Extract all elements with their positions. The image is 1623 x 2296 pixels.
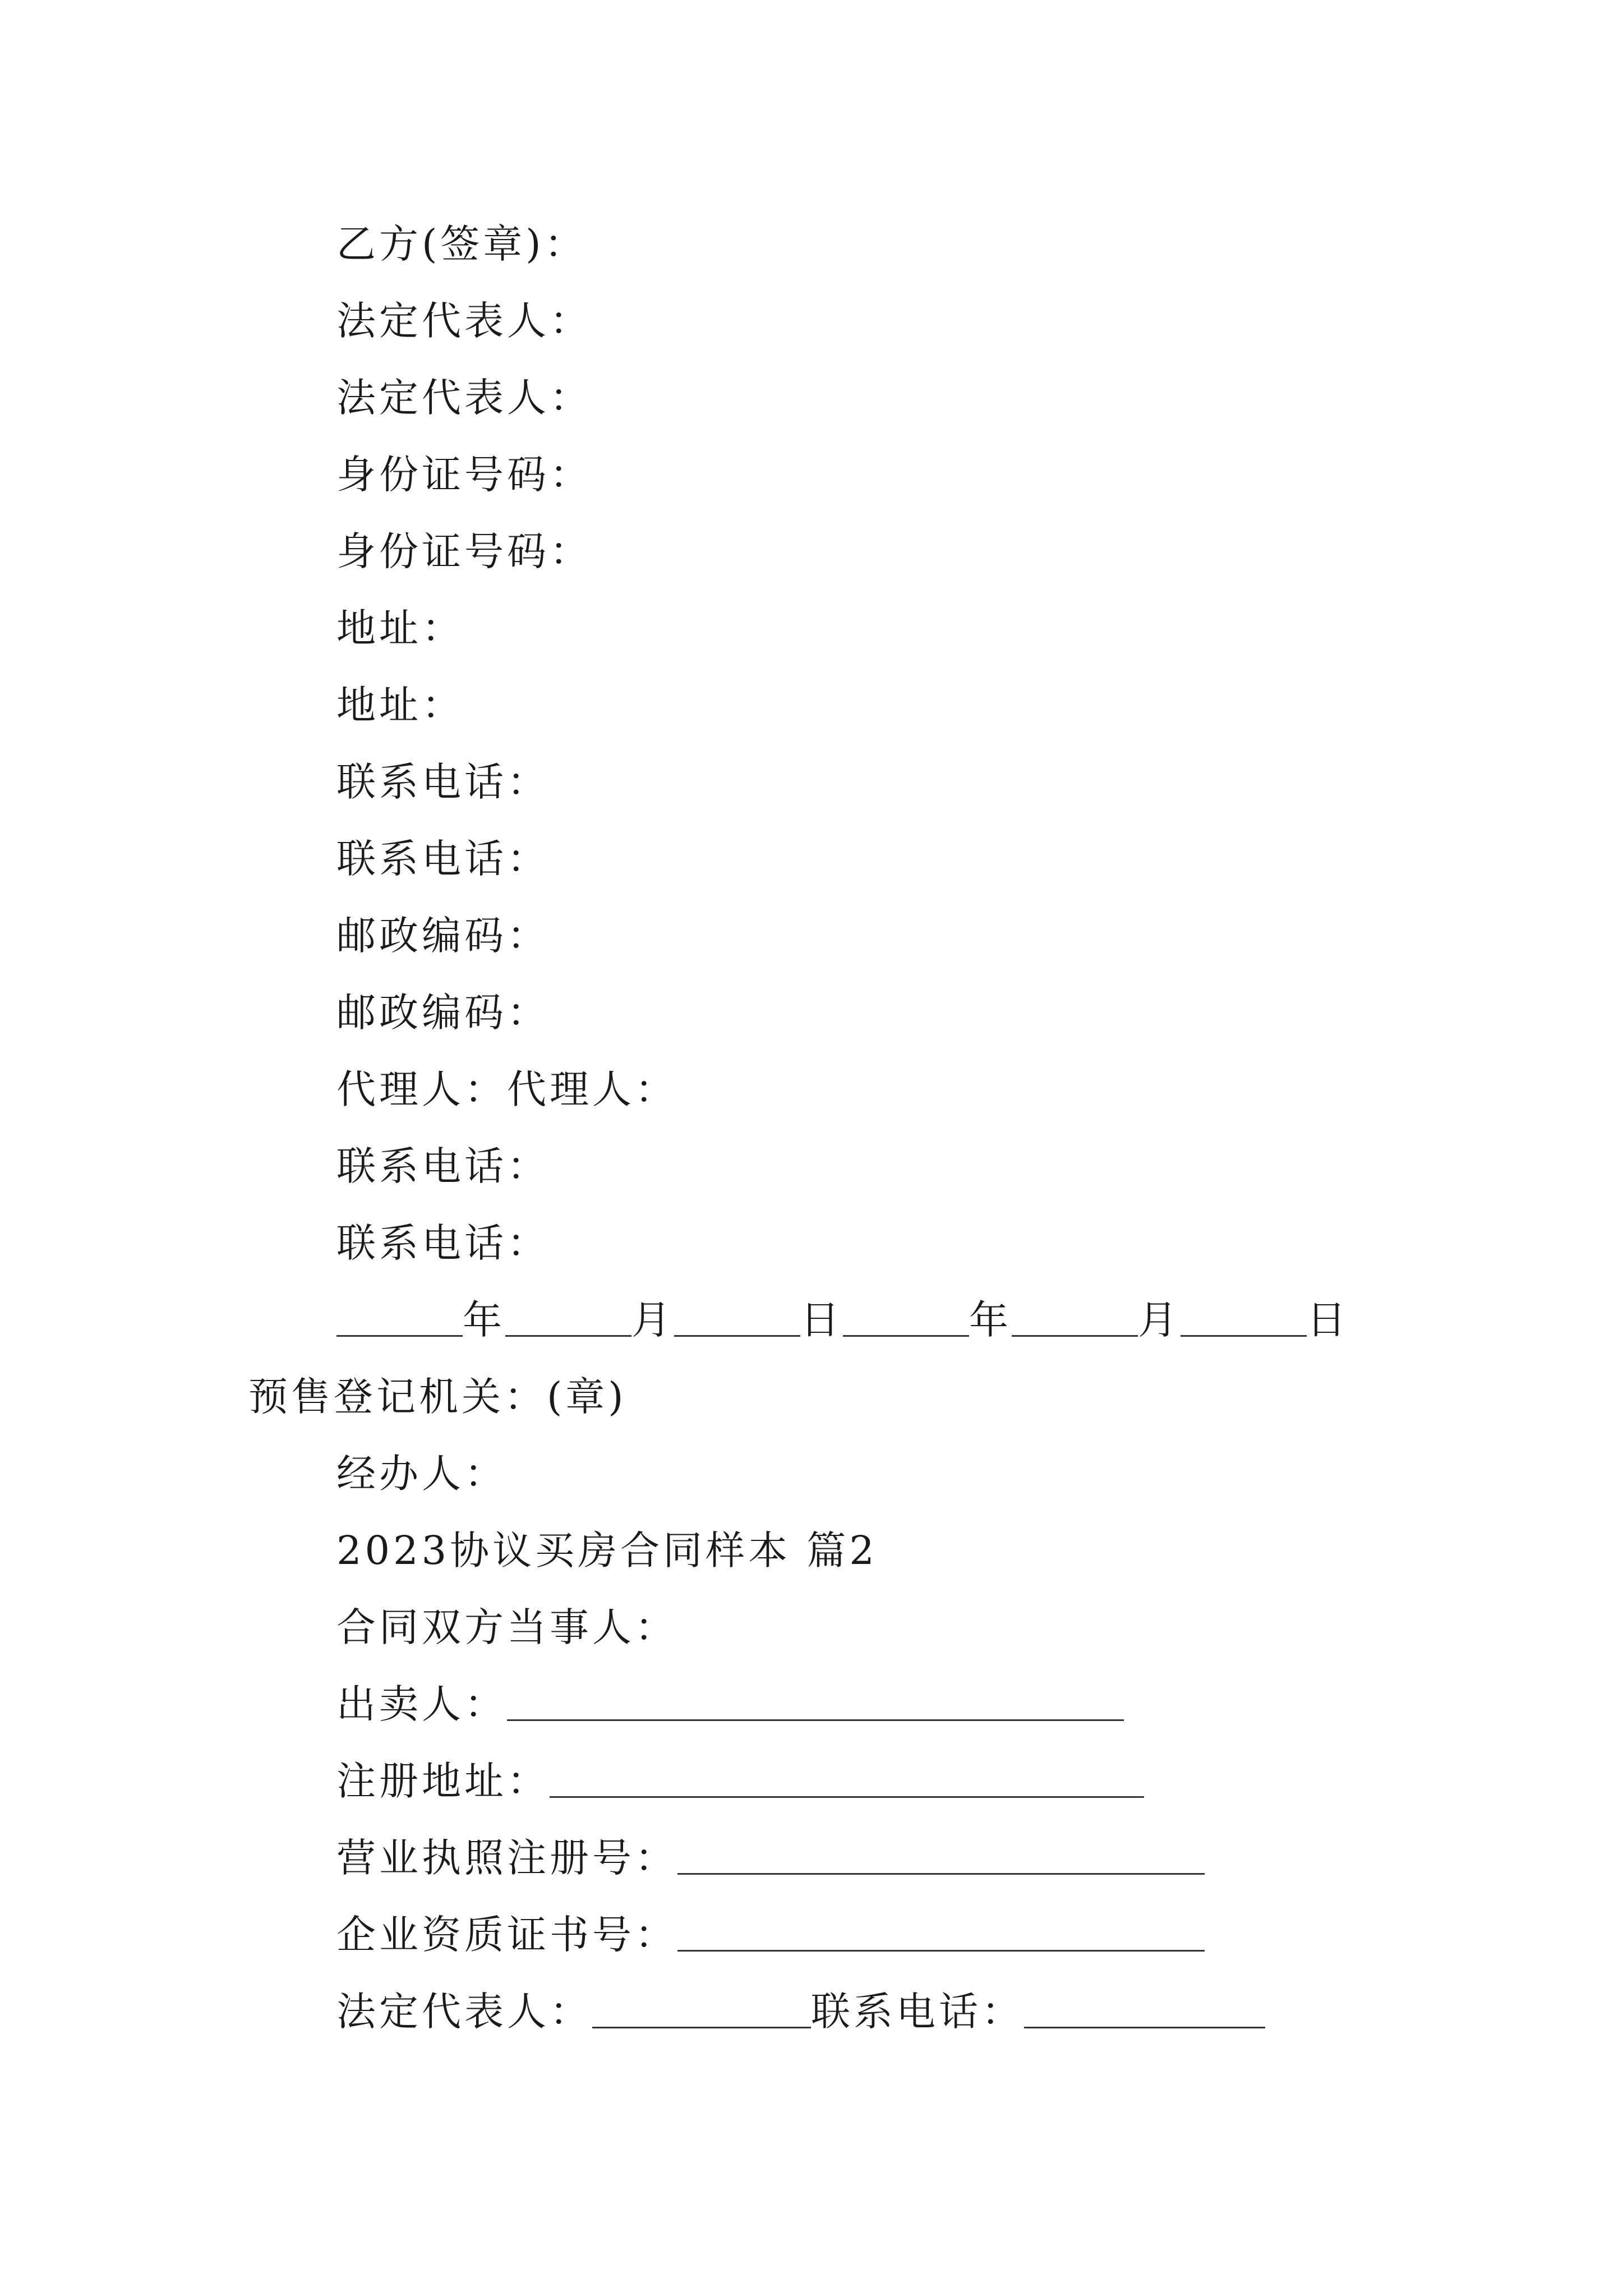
day-label: 日: [1307, 1297, 1349, 1343]
party-b-signature: 乙方(签章)：: [336, 221, 587, 267]
seller-blank: [507, 1680, 1124, 1721]
day-label: 日: [800, 1297, 843, 1343]
seller-label: 出卖人：: [336, 1681, 507, 1727]
phone-field: 联系电话：: [336, 1143, 550, 1189]
postcode-field: 邮政编码：: [336, 913, 550, 959]
qualification-cert-blank: [677, 1911, 1205, 1952]
contact-phone-label: 联系电话：: [811, 1989, 1024, 2035]
agents-field: 代理人：代理人：: [336, 1066, 677, 1112]
registered-address-label: 注册地址：: [336, 1758, 550, 1804]
date-blank: [843, 1296, 969, 1337]
license-number-field: [336, 1830, 1205, 1886]
address-field: 地址：: [336, 682, 464, 728]
date-blank: [1181, 1296, 1307, 1337]
postcode-field: 邮政编码：: [336, 990, 550, 1036]
license-number-label: 营业执照注册号：: [336, 1835, 677, 1881]
month-label: 月: [631, 1297, 674, 1343]
legal-rep-field: 法定代表人：: [336, 298, 592, 344]
date-blank: [674, 1296, 800, 1337]
month-label: 月: [1138, 1297, 1181, 1343]
legal-rep-label: 法定代表人：: [336, 1989, 592, 2035]
contact-phone-blank: [1024, 1987, 1265, 2028]
id-number-field: 身份证号码：: [336, 528, 592, 574]
legal-rep-contact-line: [336, 1984, 1265, 2040]
legal-rep-field: 法定代表人：: [336, 375, 592, 421]
date-blank: [336, 1296, 463, 1337]
license-number-blank: [677, 1834, 1205, 1875]
id-number-field: 身份证号码：: [336, 452, 592, 498]
registration-authority: 预售登记机关：(章): [248, 1374, 627, 1420]
phone-field: 联系电话：: [336, 836, 550, 882]
date-blank: [1012, 1296, 1138, 1337]
registered-address-blank: [550, 1757, 1144, 1798]
seller-field: [336, 1676, 1124, 1732]
qualification-cert-field: [336, 1907, 1205, 1963]
parties-label: 合同双方当事人：: [336, 1604, 677, 1650]
handler-field: 经办人：: [336, 1451, 507, 1497]
date-line: [336, 1292, 1349, 1348]
section-heading: 2023协议买房合同样本 篇2: [336, 1527, 878, 1573]
legal-rep-blank: [592, 1987, 811, 2028]
year-label: 年: [463, 1297, 505, 1343]
phone-field: 联系电话：: [336, 1220, 550, 1266]
address-field: 地址：: [336, 605, 464, 651]
date-blank: [505, 1296, 631, 1337]
qualification-cert-label: 企业资质证书号：: [336, 1912, 677, 1958]
registered-address-field: [336, 1753, 1144, 1809]
phone-field: 联系电话：: [336, 759, 550, 805]
year-label: 年: [969, 1297, 1012, 1343]
